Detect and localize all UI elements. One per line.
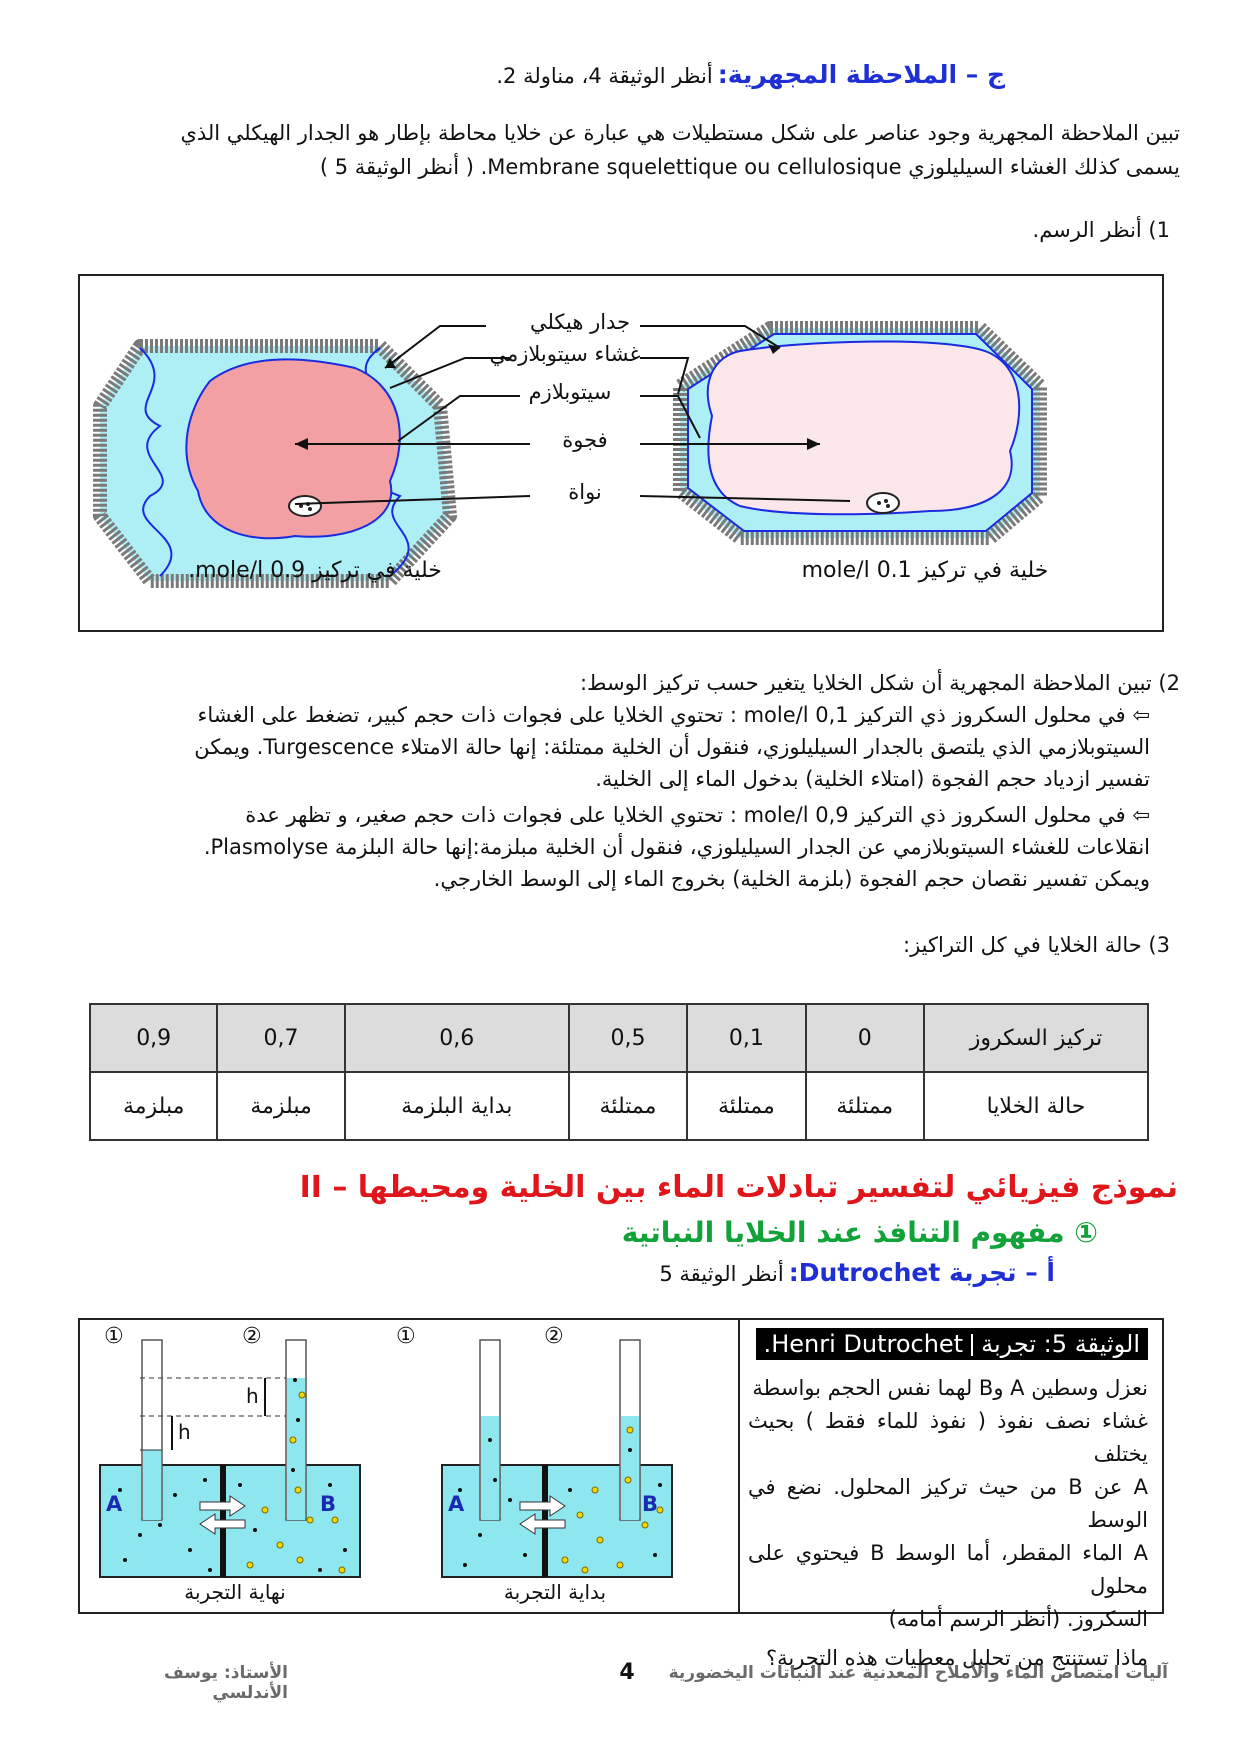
nucleus-left [289, 496, 321, 516]
table-cell: 0,9 [90, 1004, 217, 1072]
medium-a-label-end: A [106, 1492, 123, 1516]
tube-1-label-end: ① [104, 1324, 124, 1349]
label-plasma-membrane: غشاء سيتوبلازمي [489, 342, 641, 366]
item2-line-1: 2) تبين الملاحظة المجهرية أن شكل الخلايا يتغير حسب تركيز الوسط: [579, 671, 1180, 695]
section-c-heading [205, 60, 1005, 89]
doc-description [748, 1372, 1148, 1675]
cell-figure [78, 274, 1164, 632]
doc-text-line: غشاء نصف نفوذ ( نفوذ للماء فقط ) بحيث يختلف [748, 1409, 1148, 1466]
doc-title-label: الوثيقة 5: تجربة [981, 1330, 1140, 1358]
height-label-upper: h [246, 1384, 259, 1408]
footer-course-title: آليات امتصاص الماء والأملاح المعدنية عند النباتات اليخضورية [668, 1663, 1168, 1683]
item2-line-5: ⇦ في محلول السكروز ذي التركيز 0,9 mole/l : تحتوي الخلايا على فجوات ذات حجم صغير، و تظهر عدة [245, 803, 1150, 827]
doc-text-line: السكروز. (أنظر الرسم أمامه) [888, 1607, 1148, 1631]
experiment-end [100, 1340, 360, 1577]
doc-divider [738, 1320, 740, 1612]
table-cell: بداية البلزمة [345, 1072, 569, 1140]
intro-line-1: تبين الملاحظة المجهرية وجود عناصر على شكل مستطيلات هي عبارة عن خلايا محاطة بإطار هو الجدار الهيكلي الذي [180, 121, 1180, 145]
table-cell: ممتلئة [687, 1072, 805, 1140]
table-cell: ممتلئة [806, 1072, 924, 1140]
tube-2-label-start: ② [544, 1324, 564, 1349]
table-cell: 0 [806, 1004, 924, 1072]
experiment-start [442, 1340, 672, 1577]
label-nucleus: نواة [568, 480, 602, 504]
item2-line-3: السيتوبلازمي الذي يلتصق بالجدار السيليلوزي، فنقول أن الخلية ممتلئة: إنها حالة الامتلاء Turgescence. ويمكن [194, 735, 1150, 759]
table-cell: 0,1 [687, 1004, 805, 1072]
table-row [90, 1072, 1148, 1140]
caption-experiment-end: نهاية التجربة [184, 1580, 286, 1604]
dutrochet-diagram [80, 1320, 736, 1612]
item2-line-6: انقلاعات للغشاء السيتوبلازمي عن الجدار السيليلوزي، فنقول أن الخلية مبلزمة:إنها حالة البلزمة Plasmolyse. [203, 835, 1150, 859]
caption-turgid: خلية في تركيز 0.1 mole/l [801, 558, 1049, 583]
document-5 [78, 1318, 1164, 1670]
osmosis-heading: ① مفهوم التنافذ عند الخلايا النباتية [621, 1216, 1098, 1249]
label-cytoplasm: سيتوبلازم [528, 380, 612, 404]
tube-2-label-end: ② [242, 1324, 262, 1349]
medium-b-label-end: B [320, 1492, 337, 1516]
doc-text-line: A عن B من حيث تركيز المحلول. نضع في الوسط [748, 1475, 1148, 1532]
item-3: 3) حالة الخلايا في كل التراكيز: [903, 933, 1170, 957]
dutrochet-heading [255, 1258, 1055, 1287]
table-cell: 0,7 [217, 1004, 344, 1072]
item2-line-4: تفسير ازدياد حجم الفجوة (امتلاء الخلية) بدخول الماء إلى الخلية. [595, 767, 1150, 791]
turgid-cell [680, 328, 1040, 538]
page-number: 4 [619, 1660, 635, 1685]
plasmolysed-cell [100, 346, 450, 581]
concentration-table [89, 1003, 1149, 1141]
table-header-label: تركيز السكروز [924, 1004, 1148, 1072]
doc-text-line: A الماء المقطر، أما الوسط B فيحتوي على محلول [748, 1541, 1149, 1598]
section-ii-title: II – نموذج فيزيائي لتفسير تبادلات الماء بين الخلية ومحيطها [299, 1170, 1178, 1205]
table-state-label: حالة الخلايا [924, 1072, 1148, 1140]
table-cell: مبلزمة [90, 1072, 217, 1140]
caption-plasmolysed: خلية في تركيز 0.9 mole/l. [188, 558, 442, 583]
nucleus-right [867, 493, 899, 513]
item-1: 1) أنظر الرسم. [1032, 218, 1170, 242]
table-cell: 0,6 [345, 1004, 569, 1072]
tube-1-label-start: ① [396, 1324, 416, 1349]
table-cell: ممتلئة [569, 1072, 687, 1140]
doc-text-line: نعزل وسطين A وB لهما نفس الحجم بواسطة [752, 1376, 1148, 1400]
vacuole-right [708, 342, 1019, 515]
table-cell: مبلزمة [217, 1072, 344, 1140]
label-cell-wall: جدار هيكلي [529, 310, 631, 334]
label-vacuole: فجوة [562, 428, 608, 452]
dutrochet-title: أ – تجربة Dutrochet: [788, 1258, 1055, 1287]
caption-experiment-start: بداية التجربة [503, 1580, 607, 1604]
height-label-lower: h [178, 1420, 191, 1444]
footer-teacher: الأستاذ: يوسف الأندلسي [164, 1663, 288, 1703]
section-c-ref: أنظر الوثيقة 4، مناولة 2. [496, 64, 713, 88]
doc-question: ماذا تستنتج من تحليل معطيات هذه التجربة؟ [765, 1646, 1148, 1670]
medium-a-label-start: A [448, 1492, 465, 1516]
medium-b-label-start: B [642, 1492, 659, 1516]
doc-title [756, 1328, 1148, 1360]
intro-line-2: يسمى كذلك الغشاء السيليلوزي Membrane squelettique ou cellulosique. ( أنظر الوثيقة 5 ) [319, 155, 1180, 179]
item2-line-2: ⇦ في محلول السكروز ذي التركيز 0,1 mole/l : تحتوي الخلايا على فجوات ذات حجم كبير، تضغط على الغشاء [197, 703, 1150, 727]
table-cell: 0,5 [569, 1004, 687, 1072]
table-row [90, 1004, 1148, 1072]
doc-title-name: Henri Dutrochet. [763, 1330, 964, 1358]
item2-line-7: ويمكن تفسير نقصان حجم الفجوة (بلزمة الخلية) بخروج الماء إلى الوسط الخارجي. [433, 867, 1150, 891]
section-c-title: ج – الملاحظة المجهرية: [717, 60, 1005, 89]
dutrochet-ref: أنظر الوثيقة 5 [659, 1262, 784, 1286]
